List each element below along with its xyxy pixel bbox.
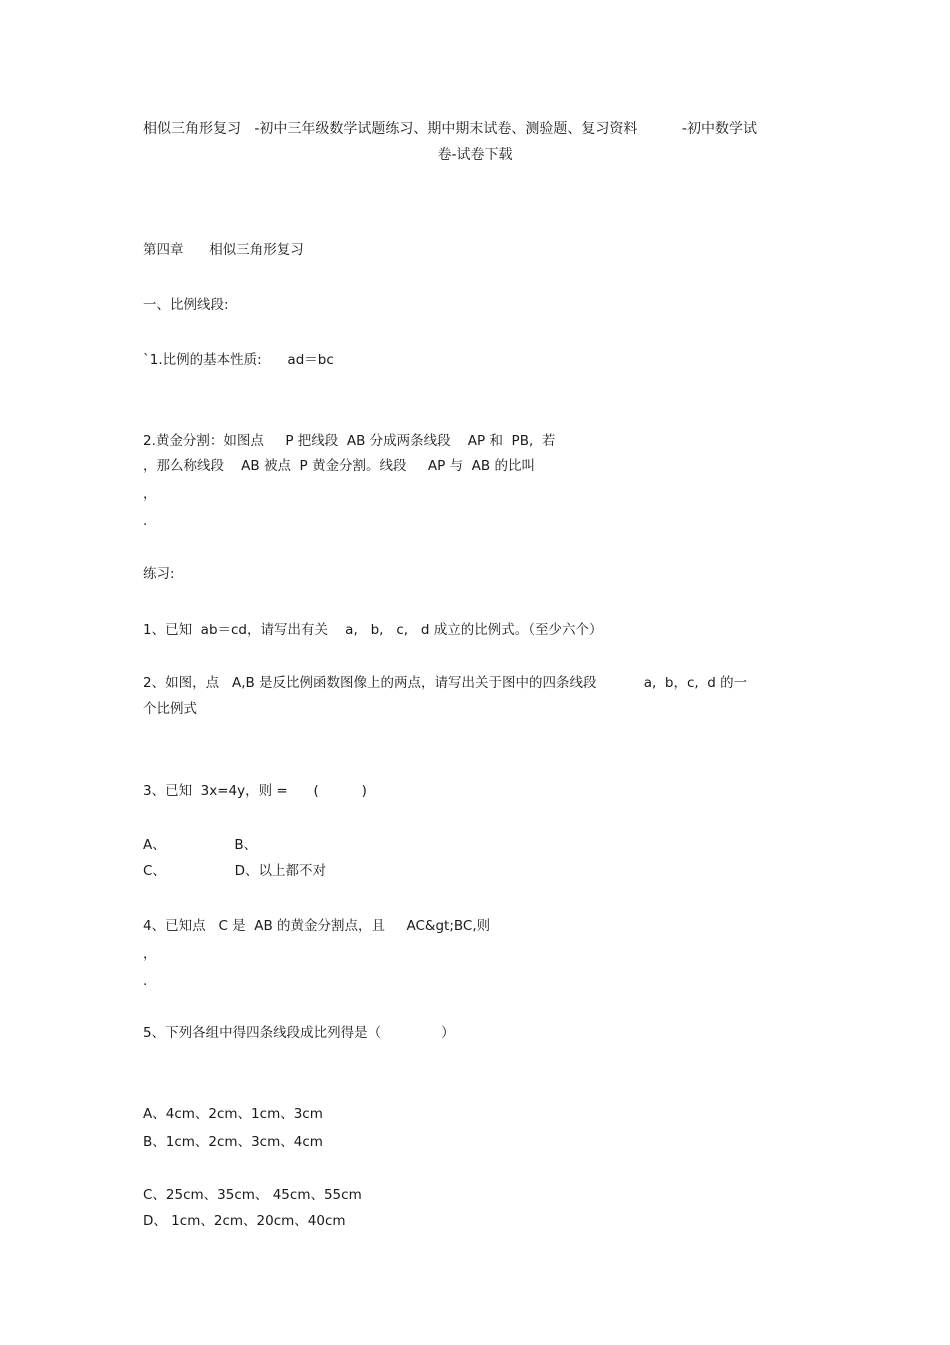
doc-title-line2: 卷-试卷下载 [437, 147, 513, 163]
item-2-line2: ，那么称线段 AB 被点 P 黄金分割。线段 AP 与 AB 的比叫 [143, 458, 535, 474]
question-5: 5、下列各组中得四条线段成比列得是（ ） [143, 1025, 455, 1041]
item-2-line1: 2.黄金分割：如图点 P 把线段 AB 分成两条线段 AP 和 PB, 若 [143, 433, 556, 449]
question-4-line3: . [143, 973, 148, 989]
section-heading: 一、比例线段: [143, 297, 229, 313]
question-3-options-cd: C、 D、以上都不对 [143, 863, 326, 879]
question-1: 1、已知 ab＝cd，请写出有关 a, b, c, d 成立的比例式。（至少六个） [143, 622, 603, 638]
question-4-line2: ， [143, 946, 157, 962]
question-3: 3、已知 3x=4y，则 = ( ) [143, 783, 367, 799]
question-5-option-d: D、 1cm、2cm、20cm、40cm [143, 1213, 346, 1229]
item-1: `1.比例的基本性质: ad＝bc [143, 352, 334, 368]
question-2-line1: 2、如图，点 A,B 是反比例函数图像上的两点，请写出关于图中的四条线段 a, b，c, d 的一 [143, 675, 748, 691]
question-5-option-a: A、4cm、2cm、1cm、3cm [143, 1106, 323, 1122]
question-3-options-ab: A、 B、 [143, 837, 258, 853]
question-4-line1: 4、已知点 C 是 AB 的黄金分割点，且 AC&gt;BC,则 [143, 918, 491, 934]
question-5-option-b: B、1cm、2cm、3cm、4cm [143, 1134, 323, 1150]
question-2-line2: 个比例式 [143, 701, 197, 717]
item-2-line4: . [143, 513, 148, 529]
doc-title-line1: 相似三角形复习 -初中三年级数学试题练习、期中期末试卷、测验题、复习资料 -初中数学试 [143, 121, 757, 137]
item-2-line3: ， [143, 486, 157, 502]
chapter-heading: 第四章 相似三角形复习 [143, 242, 304, 258]
question-5-option-c: C、25cm、35cm、 45cm、55cm [143, 1187, 362, 1203]
practice-heading: 练习: [143, 566, 175, 582]
